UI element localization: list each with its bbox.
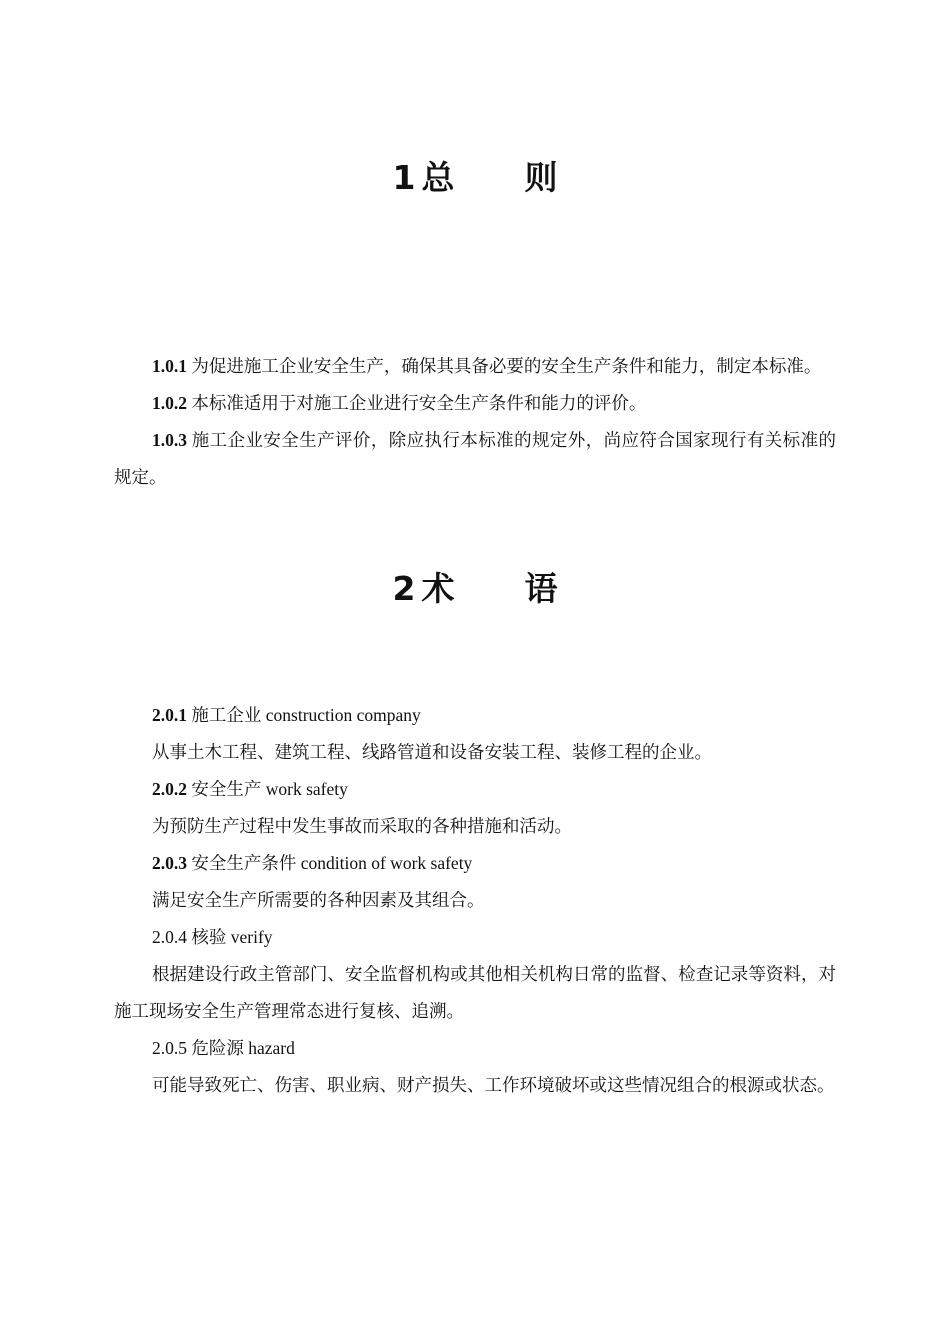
clause-text: 施工企业安全生产评价，除应执行本标准的规定外，尚应符合国家现行有关标准的规定。 bbox=[114, 430, 836, 487]
chapter-1-title-part2: 则 bbox=[524, 158, 558, 197]
term-2-0-1-definition bbox=[114, 734, 836, 771]
term-number: 2.0.3 bbox=[152, 853, 187, 873]
chapter-2-title-part2: 语 bbox=[524, 569, 558, 608]
clause-1-0-1 bbox=[114, 348, 836, 385]
term-name: 施工企业 construction company bbox=[191, 705, 421, 725]
chapter-2-number: 2 bbox=[392, 569, 416, 608]
term-number: 2.0.1 bbox=[152, 705, 187, 725]
term-definition: 满足安全生产所需要的各种因素及其组合。 bbox=[152, 890, 485, 910]
clause-text: 本标准适用于对施工企业进行安全生产条件和能力的评价。 bbox=[191, 393, 647, 413]
term-definition: 为预防生产过程中发生事故而采取的各种措施和活动。 bbox=[152, 816, 572, 836]
chapter-1-title-part1: 总 bbox=[421, 158, 455, 197]
clause-number: 1.0.1 bbox=[152, 356, 187, 376]
clause-number: 1.0.3 bbox=[152, 430, 187, 450]
term-number: 2.0.4 bbox=[152, 927, 187, 947]
chapter-1-body bbox=[114, 348, 836, 496]
term-name: 核验 verify bbox=[191, 927, 273, 947]
term-2-0-5-definition bbox=[114, 1067, 836, 1104]
chapter-1-heading bbox=[0, 158, 950, 198]
clause-text: 为促进施工企业安全生产，确保其具备必要的安全生产条件和能力，制定本标准。 bbox=[191, 356, 822, 376]
term-definition: 根据建设行政主管部门、安全监督机构或其他相关机构日常的监督、检查记录等资料，对施工现场安全生产管理常态进行复核、追溯。 bbox=[114, 964, 836, 1021]
term-2-0-3-definition bbox=[114, 882, 836, 919]
chapter-2-title-part1: 术 bbox=[421, 569, 455, 608]
term-name: 安全生产 work safety bbox=[191, 779, 348, 799]
term-2-0-4 bbox=[114, 919, 836, 956]
chapter-1-number: 1 bbox=[392, 158, 416, 197]
term-name: 危险源 hazard bbox=[191, 1038, 295, 1058]
term-2-0-2 bbox=[114, 771, 836, 808]
term-number: 2.0.2 bbox=[152, 779, 187, 799]
term-definition: 从事土木工程、建筑工程、线路管道和设备安装工程、装修工程的企业。 bbox=[152, 742, 712, 762]
clause-1-0-2 bbox=[114, 385, 836, 422]
term-definition: 可能导致死亡、伤害、职业病、财产损失、工作环境破坏或这些情况组合的根源或状态。 bbox=[152, 1075, 835, 1095]
term-2-0-4-definition bbox=[114, 956, 836, 1030]
term-2-0-2-definition bbox=[114, 808, 836, 845]
term-2-0-1 bbox=[114, 697, 836, 734]
term-number: 2.0.5 bbox=[152, 1038, 187, 1058]
clause-number: 1.0.2 bbox=[152, 393, 187, 413]
term-2-0-5 bbox=[114, 1030, 836, 1067]
clause-1-0-3 bbox=[114, 422, 836, 496]
term-name: 安全生产条件 condition of work safety bbox=[191, 853, 473, 873]
chapter-2-body bbox=[114, 697, 836, 1104]
chapter-2-heading bbox=[0, 569, 950, 609]
term-2-0-3 bbox=[114, 845, 836, 882]
